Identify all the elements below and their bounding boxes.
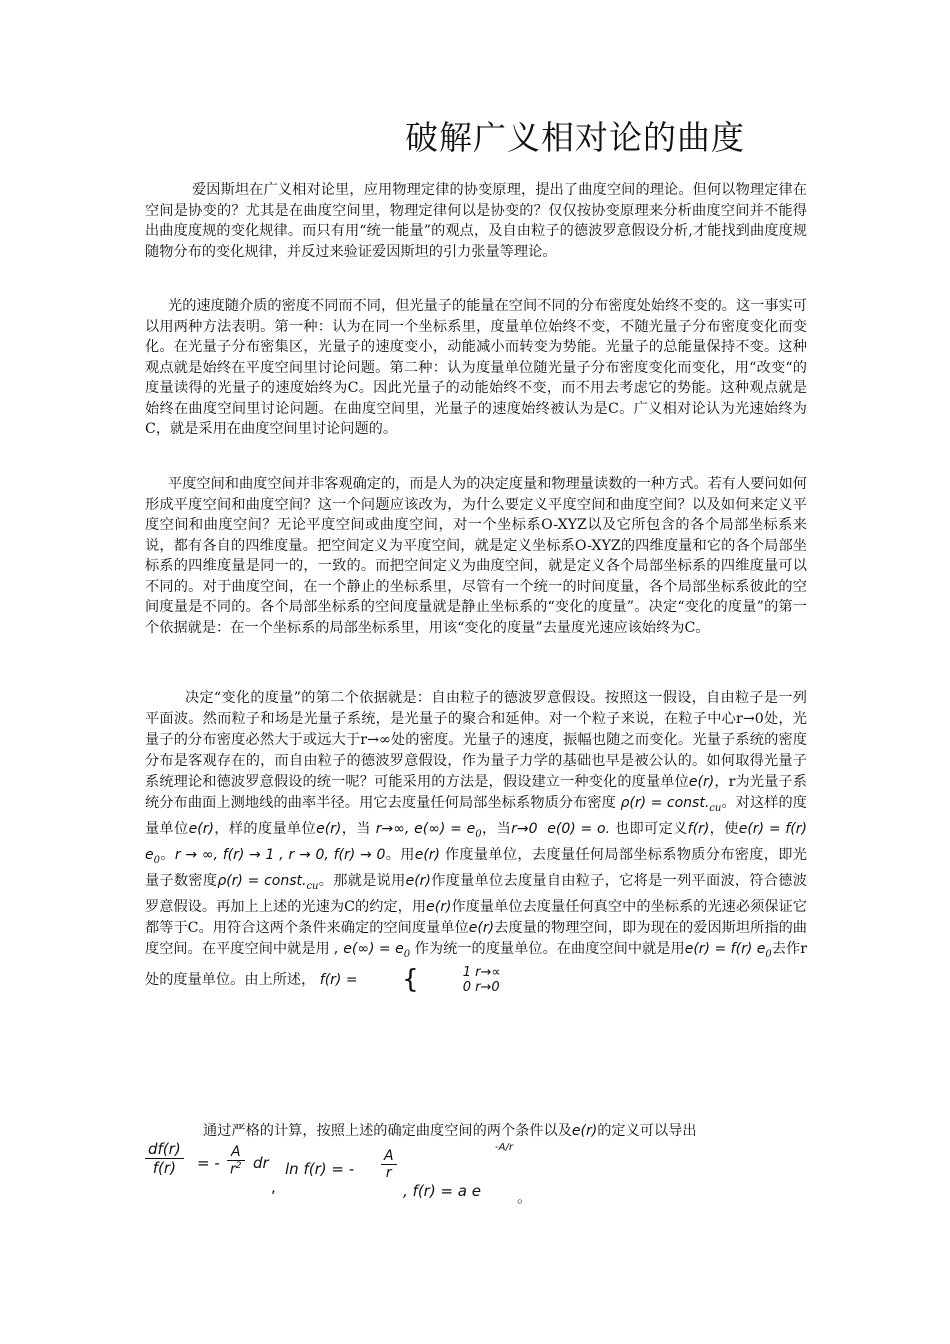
paragraph-5: 通过严格的计算，按照上述的确定曲度空间的两个条件以及e(r)的定义可以导出 — [203, 1123, 697, 1139]
paragraph-3: 平度空间和曲度空间并非客观确定的，而是人为的决定度量和物理量读数的一种方式。若有人要问如何形成平度空间和曲度空间？这一个问题应该改为，为什么要定义平度空间和曲度空间？以及如何来定义平度空间和曲度空间？无论平度空间或曲度空间，对一个坐标系O-XYZ以及它所包含的各个局部坐标系来说，都有各自的四维度量。把空间定义为平度空间，就是定义坐标系O-XYZ的四维度量和它的各个局部坐标系的四维度量是同一的，一致的。而把空间定义为曲度空间，就是定义各个局部坐标系的四维度量可以不同的。对于曲度空间，在一个静止的坐标系里，尽管有一个统一的时间度量，各个局部坐标系彼此的空间度量是不同的。各个局部坐标系的空间度量就是静止坐标系的“变化的度量”。决定“变化的度量”的第一个依据就是：在一个坐标系的局部坐标系里，用该“变化的度量”去量度光速应该始终为C。 — [145, 476, 808, 636]
paragraph-4: 决定“变化的度量”的第二个依据就是：自由粒子的德波罗意假设。按照这一假设，自由粒子是一列平面波。然而粒子和场是光量子系统，是光量子的聚合和延伸。对一个粒子来说，在粒子中心r→0处，光量子的分布密度必然大于或远大于r→∞处的密度。光量子的速度，振幅也随之而变化。光量子系统的密度分布是客观存在的，而自由粒子的德波罗意假设，作为量子力学的基础也早是被公认的。如何取得光量子系统理论和德波罗意假设的统一呢？可能采用的方法是，假设建立一种变化的度量单位e(r)，r为光量子系统分布曲面上测地线的曲率半径。用它去度量任何局部坐标系物质分布密度 $\rho(r) = const._{cu}$。对这样的度量单位e(r)，样的度量单位e(r)，当 r→∞, $e(\infty) = e_0$，当r→0 e(0) = o. 也即可定义f(r)，使e(r) = f(r) $e_0$。r → ∞, f(r) → 1 , r → 0, f(r) → 0。用e(r) 作度量单位，去度量任何局部坐标系物质分布密度，即光量子数密度$\rho(r) = const._{cu}$。那就是说用e(r)作度量单位去度量自由粒子，它将是一列平面波，符合德波罗意假设。再加上上述的光速为C的约定，用e(r)作度量单位去度量任何真空中的坐标系的光速必须保证它都等于C。用符合这两个条件来确定的空间度量单位e(r)去度量的物理空间，即为现在的爱因斯坦所指的曲度空间。在平度空间中就是用 , $e(\infty) = e_0$ 作为统一的度量单位。在曲度空间中就是用e(r) = f(r) $e_0$去作r处的度量单位。由上所述， f(r) = { 1 r→∝ 0 r→0 — [145, 690, 807, 995]
derived-formulas: $\frac{df(r)}{f(r)}$ = - $\frac{A}{r^2}$ dr , ln f(r) = - $\frac{A}{r}$ , f(r) = a e -A/r 。 — [145, 1140, 807, 1210]
paragraph-2: 光的速度随介质的密度不同而不同，但光量子的能量在空间不同的分布密度处始终不变的。这一事实可以用两种方法表明。第一种：认为在同一个坐标系里，度量单位始终不变，不随光量子分布密度变化而变化。在光量子分布密集区，光量子的速度变小，动能减小而转变为势能。光量子的总能量保持不变。这种观点就是始终在平度空间里讨论问题。第二种：认为度量单位随光量子分布密度变化而变化，用“改变“的度量读得的光量子的速度始终为C。因此光量子的动能始终不变，而不用去考虑它的势能。这种观点就是始终在曲度空间里讨论问题。在曲度空间里，光量子的速度始终被认为是C。广义相对论认为光速始终为C，就是采用在曲度空间里讨论问题的。 — [145, 298, 807, 437]
paragraph-1: 爱因斯坦在广义相对论里，应用物理定律的协变原理，提出了曲度空间的理论。但何以物理定律在空间是协变的？尤其是在曲度空间里，物理定律何以是协变的？仅仅按协变原理来分析曲度空间并不能得出曲度度规的变化规律。而只有用“统一能量”的观点，及自由粒子的德波罗意假设分析,才能找到曲度度规随物分布的变化规律，并反过来验证爱因斯坦的引力张量等理论。 — [145, 182, 807, 260]
page-title: 破解广义相对论的曲度 — [405, 118, 745, 157]
